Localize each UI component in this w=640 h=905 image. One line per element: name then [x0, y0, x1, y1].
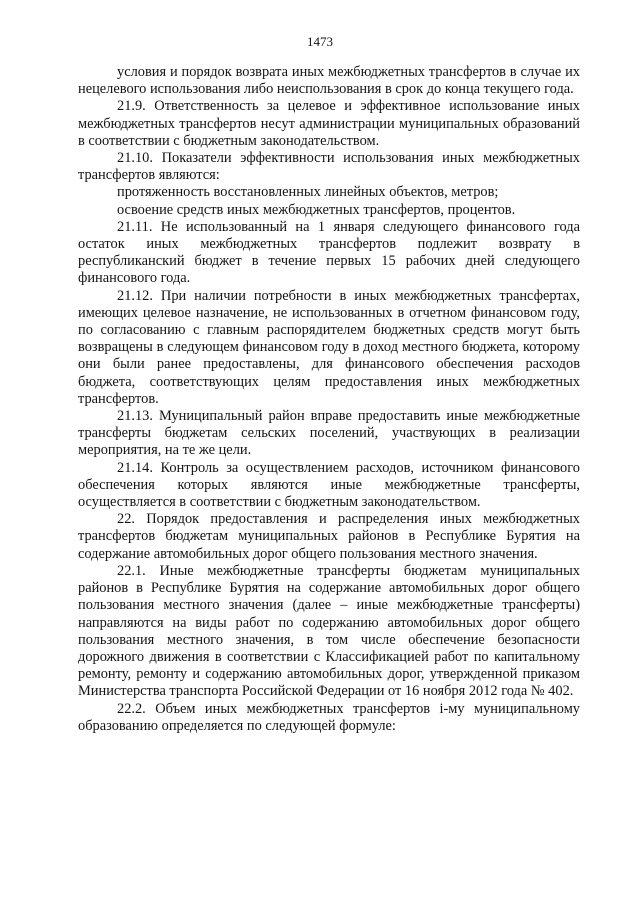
section-22-heading: 22. Порядок предоставления и распределения иных межбюджетных трансфертов бюджетам муниципальных районов в Республике Бурятия на содержание автомобильных дорог общего пользования местного значения. — [78, 511, 580, 562]
document-body — [78, 64, 580, 735]
paragraph-21-12: 21.12. При наличии потребности в иных межбюджетных трансфертах, имеющих целевое назначение, не использованных в отчетном финансовом году, по согласованию с главным распорядителем бюджетных средств могут быть возвращены в следующем финансовом году в доход местного бюджета, которому они были ранее предоставлены, для финансового обеспечения расходов бюджета, соответствующих целям предоставления иных межбюджетных трансфертов. — [78, 287, 580, 407]
paragraph-22-1: 22.1. Иные межбюджетные трансферты бюджетам муниципальных районов в Республике Бурятия на содержание автомобильных дорог общего пользования местного значения (далее – иные межбюджетные трансферты) направляются на виды работ по содержанию автомобильных дорог общего пользования местного значения, в том числе обеспечение безопасности дорожного движения в соответствии с Классификацией работ по капитальному ремонту, ремонту и содержанию автомобильных дорог, утвержденной приказом Министерства транспорта Российской Федерации от 16 ноября 2012 года № 402. — [78, 562, 580, 700]
page-number: 1473 — [307, 34, 333, 49]
paragraph-22-2: 22.2. Объем иных межбюджетных трансфертов i-му муниципальному образованию определяется по следующей формуле: — [78, 700, 580, 734]
paragraph-21-9: 21.9. Ответственность за целевое и эффективное использование иных межбюджетных трансфертов несут администрации муниципальных образований в соответствии с бюджетным законодательством. — [78, 98, 580, 149]
paragraph-21-11: 21.11. Не использованный на 1 января следующего финансового года остаток иных межбюджетных трансфертов подлежит возврату в республиканский бюджет в течение первых 15 рабочих дней следующего финансового года. — [78, 218, 580, 287]
paragraph-21-10: 21.10. Показатели эффективности использования иных межбюджетных трансфертов являются: — [78, 150, 580, 184]
paragraph-21-14: 21.14. Контроль за осуществлением расходов, источником финансового обеспечения которых являются иные межбюджетные трансферты, осуществляется в соответствии с бюджетным законодательством. — [78, 459, 580, 511]
paragraph-21-13: 21.13. Муниципальный район вправе предоставить иные межбюджетные трансферты бюджетам сельских поселений, участвующих в реализации мероприятия, на те же цели. — [78, 408, 580, 459]
indicator-item-spending: освоение средств иных межбюджетных трансфертов, процентов. — [117, 201, 516, 218]
paragraph-continuation: условия и порядок возврата иных межбюджетных трансфертов в случае их нецелевого использования либо неиспользования в срок до конца текущего года. — [78, 64, 580, 98]
indicator-item-length: протяженность восстановленных линейных объектов, метров; — [117, 184, 499, 201]
